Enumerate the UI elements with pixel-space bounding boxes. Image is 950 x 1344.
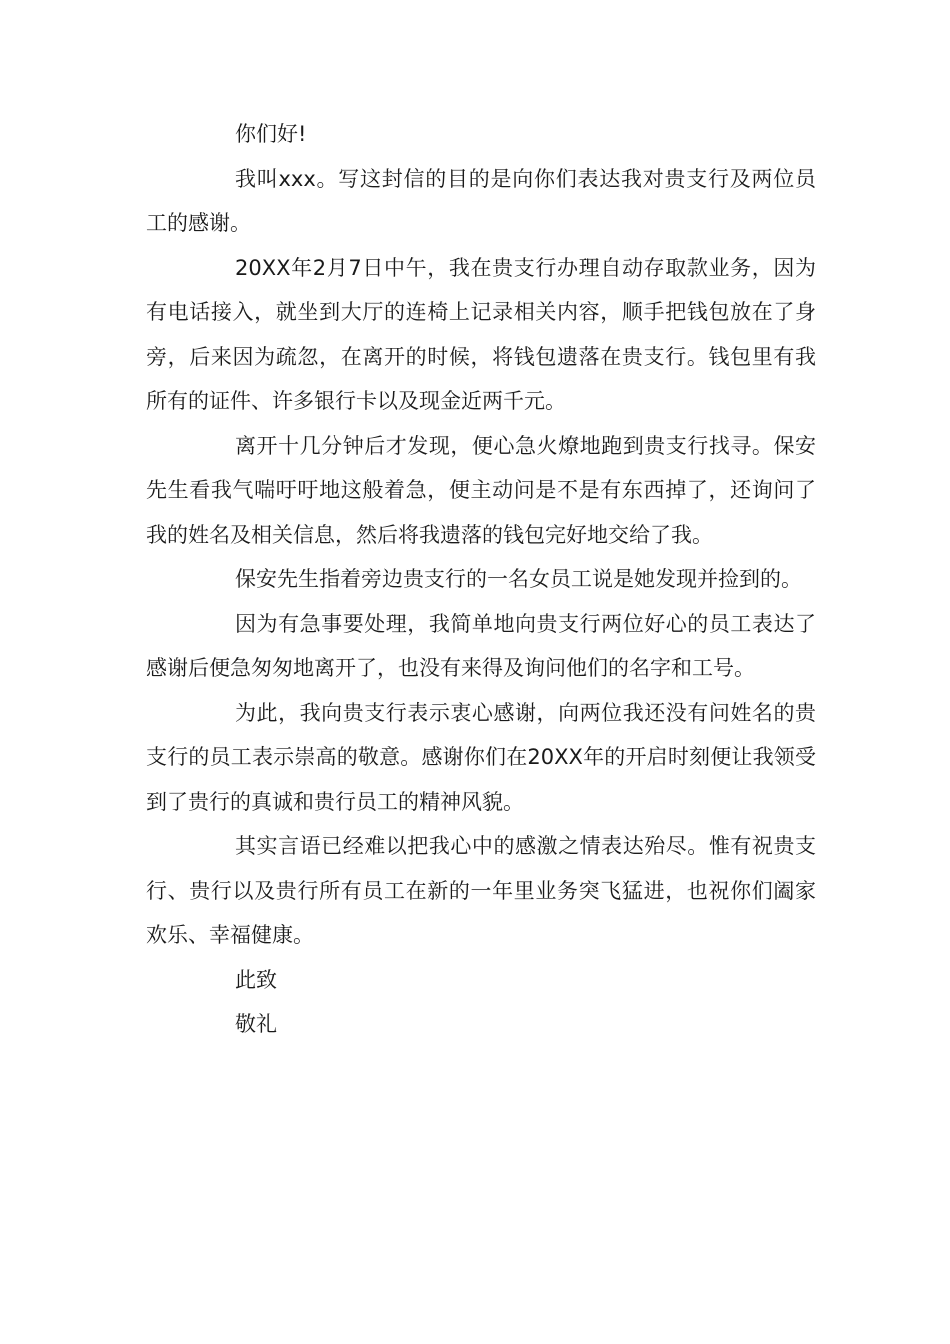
paragraph-4: 保安先生指着旁边贵支行的一名女员工说是她发现并捡到的。: [235, 567, 802, 591]
greeting: 你们好!: [235, 122, 307, 146]
closing-regards: 敬礼: [235, 1012, 277, 1036]
paragraph-1: 我叫xxx。写这封信的目的是向你们表达我对贵支行及两位员工的感谢。: [146, 166, 816, 235]
letter-body: [146, 112, 816, 1047]
paragraph-5: 因为有急事要处理，我简单地向贵支行两位好心的员工表达了感谢后便急匆匆地离开了，也没有来得及询问他们的名字和工号。: [146, 611, 816, 680]
paragraph-6: 为此，我向贵支行表示衷心感谢，向两位我还没有问姓名的贵支行的员工表示崇高的敬意。感谢你们在20XX年的开启时刻便让我领受到了贵行的真诚和贵行员工的精神风貌。: [146, 700, 816, 814]
paragraph-7: 其实言语已经难以把我心中的感激之情表达殆尽。惟有祝贵支行、贵行以及贵行所有员工在新的一年里业务突飞猛进，也祝你们阖家欢乐、幸福健康。: [146, 834, 816, 947]
paragraph-3: 离开十几分钟后才发现，便心急火燎地跑到贵支行找寻。保安先生看我气喘吁吁地这般着急，便主动问是不是有东西掉了，还询问了我的姓名及相关信息，然后将我遗落的钱包完好地交给了我。: [146, 433, 816, 547]
paragraph-2: 20XX年2月7日中午，我在贵支行办理自动存取款业务，因为有电话接入，就坐到大厅的连椅上记录相关内容，顺手把钱包放在了身旁，后来因为疏忽，在离开的时候，将钱包遗落在贵支行。钱包里有我所有的证件、许多银行卡以及现金近两千元。: [146, 255, 816, 413]
closing-salutation: 此致: [235, 967, 277, 992]
